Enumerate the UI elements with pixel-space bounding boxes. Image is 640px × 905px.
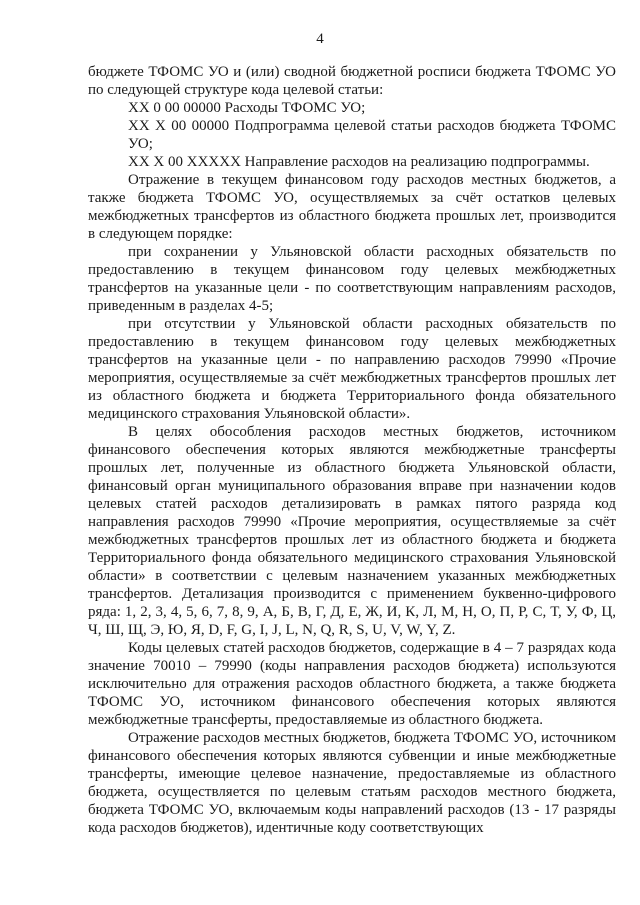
page-number: 4 bbox=[316, 31, 324, 47]
code-line-direction: ХХ Х 00 ХХХХХ Направление расходов на реализацию подпрограммы. bbox=[128, 154, 590, 170]
paragraph-subventions: Отражение расходов местных бюджетов, бюджета ТФОМС УО, источником финансового обеспечения которых являются субвенции и иные межбюджетные трансферты, имеющие целевое назначение, предоставляемые из областного бюджета, осуществляется по целевым статьям расходов местного бюджета, бюджета ТФОМС УО, включаемым коды направлений расходов (13 - 17 разряды кода расходов бюджетов), идентичные коду соответствующих bbox=[88, 730, 616, 836]
paragraph-intro: бюджете ТФОМС УО и (или) сводной бюджетной росписи бюджета ТФОМС УО по следующей структуре кода целевой статьи: bbox=[88, 64, 616, 98]
code-line-expenses: ХХ 0 00 00000 Расходы ТФОМС УО; bbox=[128, 100, 366, 116]
paragraph-obligations-kept: при сохранении у Ульяновской области расходных обязательств по предоставлению в текущем финансовом году целевых межбюджетных трансфертов на указанные цели - по соответствующим направлениям расходов, приведенным в разделах 4-5; bbox=[88, 244, 616, 314]
page-body bbox=[88, 63, 616, 837]
paragraph-reflection: Отражение в текущем финансовом году расходов местных бюджетов, а также бюджета ТФОМС УО, осуществляемых за счёт остатков целевых межбюджетных трансфертов из областного бюджета прошлых лет, производится в следующем порядке: bbox=[88, 172, 616, 242]
paragraph-detailing: В целях обособления расходов местных бюджетов, источником финансового обеспечения которых являются межбюджетные трансферты прошлых лет, полученные из областного бюджета Ульяновской области, финансовый орган муниципального образования вправе при назначении кодов целевых статей расходов детализировать в рамках пятого разряда код направления расходов 79990 «Прочие мероприятия, осуществляемые за счёт межбюджетных трансфертов прошлых лет из областного бюджета и бюджета Территориального фонда обязательного медицинского страхования Ульяновской области» в соответствии с целевым назначением указанных межбюджетных трансфертов. Детализация производится с применением буквенно-цифрового ряда: 1, 2, 3, 4, 5, 6, 7, 8, 9, А, Б, В, Г, Д, Е, Ж, И, К, Л, М, Н, О, П, Р, С, Т, У, Ф, Ц, Ч, Ш, Щ, Э, Ю, Я, D, F, G, I, J, L, N, Q, R, S, U, V, W, Y, Z. bbox=[88, 424, 616, 638]
paragraph-obligations-absent: при отсутствии у Ульяновской области расходных обязательств по предоставлению в текущем финансовом году целевых межбюджетных трансфертов на указанные цели - по направлению расходов 79990 «Прочие мероприятия, осуществляемые за счёт межбюджетных трансфертов прошлых лет из областного бюджета и бюджета Территориального фонда обязательного медицинского страхования Ульяновской области». bbox=[88, 316, 616, 422]
code-line-subprogram: ХХ Х 00 00000 Подпрограмма целевой статьи расходов бюджета ТФОМС УО; bbox=[128, 118, 616, 152]
paragraph-target-codes: Коды целевых статей расходов бюджетов, содержащие в 4 – 7 разрядах кода значение 70010 – 79990 (коды направления расходов бюджета) используются исключительно для отражения расходов областного бюджета, а также бюджета ТФОМС УО, источником финансового обеспечения которых являются межбюджетные трансферты, предоставляемые из областного бюджета. bbox=[88, 640, 616, 728]
